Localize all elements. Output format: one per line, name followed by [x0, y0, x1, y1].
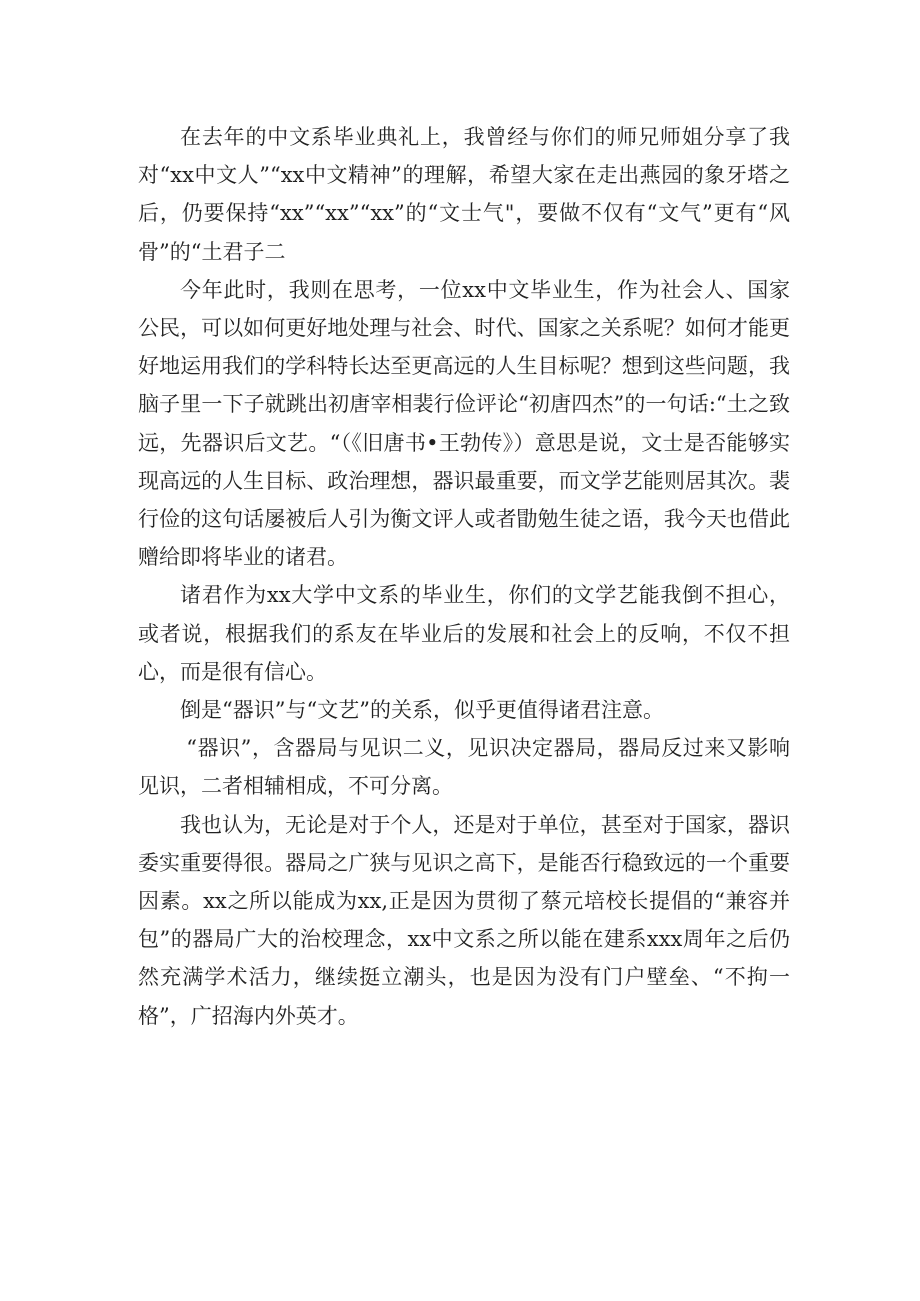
- paragraph-1: 在去年的中文系毕业典礼上，我曾经与你们的师兄师姐分享了我对“xx中文人”“xx中文精神”的理解，希望大家在走出燕园的象牙塔之后，仍要保持“xx”“xx”“xx”的“文士气"，要做不仅有“文气”更有“风骨”的“土君子二: [138, 125, 790, 264]
- paragraph-3: 诸君作为xx大学中文系的毕业生，你们的文学艺能我倒不担心，或者说，根据我们的系友在毕业后的发展和社会上的反响，不仅不担心，而是很有信心。: [138, 583, 790, 684]
- document-body: [138, 118, 790, 1035]
- paragraph-2: 今年此时，我则在思考，一位xx中文毕业生，作为社会人、国家公民，可以如何更好地处理与社会、时代、国家之关系呢？如何才能更好地运用我们的学科特长达至更高远的人生目标呢？想到这些问题，我脑子里一下子就跳出初唐宰相裴行俭评论“初唐四杰”的一句话:“土之致远，先器识后文艺。“（《旧唐书•王勃传》）意思是说，文士是否能够实现高远的人生目标、政治理想，器识最重要，而文学艺能则居其次。裴行俭的这句话屡被后人引为衡文评人或者勖勉生徒之语，我今天也借此赠给即将毕业的诸君。: [138, 277, 790, 570]
- paragraph-5: “器识”，含器局与见识二义，见识决定器局，器局反过来又影响见识，二者相辅相成，不可分离。: [138, 736, 790, 799]
- paragraph-6: 我也认为，无论是对于个人，还是对于单位，甚至对于国家，器识委实重要得很。器局之广狭与见识之高下，是能否行稳致远的一个重要因素。xx之所以能成为xx,正是因为贯彻了蔡元培校长提倡的“兼容并包”的器局广大的治校理念，xx中文系之所以能在建系xxx周年之后仍然充满学术活力，继续挺立潮头，也是因为没有门户壁垒、“不拘一格”，广招海内外英才。: [138, 812, 790, 1028]
- paragraph-4: 倒是“器识”与“文艺”的关系，似乎更值得诸君注意。: [180, 698, 664, 723]
